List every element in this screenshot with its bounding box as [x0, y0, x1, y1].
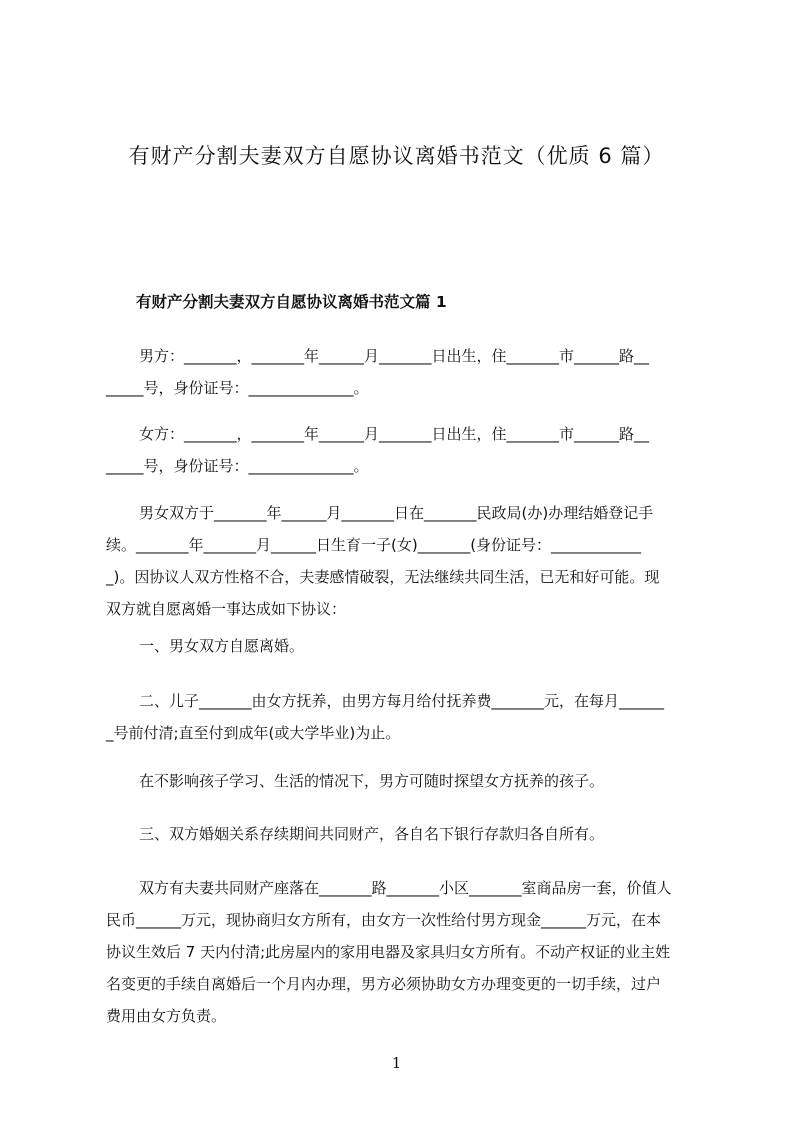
paragraph-line: _号前付清;直至付到成年(或大学毕业)为止。	[106, 724, 401, 742]
paragraph-line: 名变更的手续自离婚后一个月内办理，男方必须协助女方办理变更的一切手续，过户	[106, 975, 662, 993]
paragraph-visitation	[106, 765, 706, 797]
paragraph-clause-1	[106, 630, 706, 662]
paragraph-property	[106, 872, 706, 1032]
paragraph-line: _____号，身份证号：______________。	[106, 457, 369, 475]
page-number: 1	[391, 1054, 402, 1072]
paragraph-line: 三、双方婚姻关系存续期间共同财产，各自名下银行存款归各自所有。	[139, 825, 605, 843]
paragraph-line: 一、男女双方自愿离婚。	[139, 637, 305, 655]
paragraph-line: _____号，身份证号：______________。	[106, 379, 369, 397]
paragraph-clause-3	[106, 818, 706, 850]
paragraph-line: 民币______万元，现协商归女方所有，由女方一次性给付男方现金______万元，在本	[106, 911, 662, 929]
paragraph-line: 双方就自愿离婚一事达成如下协议：	[106, 600, 347, 618]
paragraph-line: 二、儿子_______由女方抚养，由男方每月给付抚养费_______元，在每月______	[139, 692, 665, 710]
paragraph-line: 女方：_______，_______年______月_______日出生，住_______市______路__	[139, 425, 650, 443]
paragraph-line: _)。因协议人双方性格不合，夫妻感情破裂，无法继续共同生活，已无和好可能。现	[106, 568, 660, 586]
paragraph-marriage-info	[106, 497, 706, 625]
paragraph-female-party	[106, 418, 706, 482]
paragraph-line: 男方：_______，_______年______月_______日出生，住_______市______路__	[139, 347, 650, 365]
paragraph-line: 男女双方于_______年______月_______日在_______民政局(办)办理结婚登记手	[139, 504, 654, 522]
paragraph-line: 续。_______年_______月______日生育一子(女)_______(身份证号：____________	[106, 536, 642, 554]
paragraph-line: 费用由女方负责。	[106, 1007, 227, 1025]
page-title: 有财产分割夫妻双方自愿协议离婚书范文（优质 6 篇）	[128, 144, 665, 168]
paragraph-clause-2	[106, 685, 706, 749]
paragraph-line: 协议生效后 7 天内付清;此房屋内的家用电器及家具归女方所有。不动产权证的业主姓	[106, 943, 671, 961]
paragraph-line: 在不影响孩子学习、生活的情况下，男方可随时探望女方抚养的孩子。	[139, 772, 605, 790]
section-heading: 有财产分割夫妻双方自愿协议离婚书范文篇 1	[136, 293, 447, 311]
paragraph-male-party	[106, 340, 706, 404]
paragraph-line: 双方有夫妻共同财产座落在_______路_______小区_______室商品房一套，价值人	[139, 879, 672, 897]
